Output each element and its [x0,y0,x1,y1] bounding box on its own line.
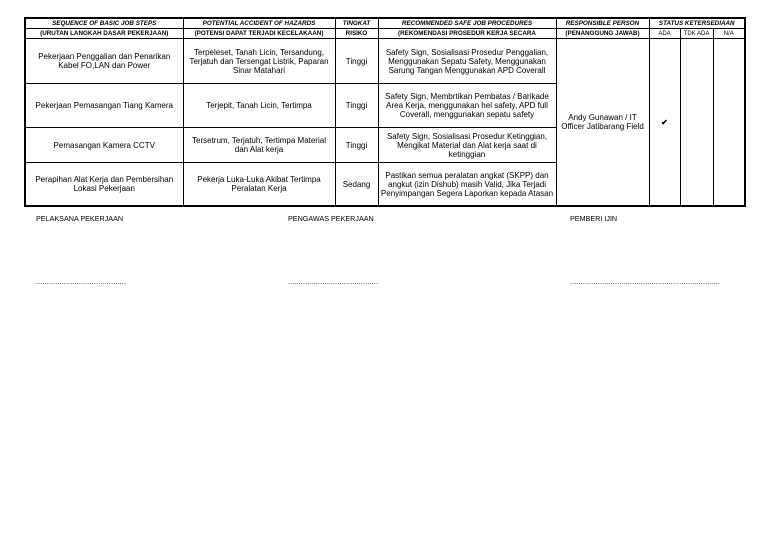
hazard-cell: Terpeleset, Tanah Licin, Tersandung, Terjatuh dan Tersengat Listrik, Paparan Sinar Matahari [183,39,335,84]
header-row [25,18,745,29]
header-responsible: RESPONSIBLE PERSON [556,18,649,29]
hazard-cell: Terjepit, Tanah Licin, Tertimpa [183,84,335,128]
signature-permit-line: ...................................................................... [570,279,721,286]
header-status: STATUS KETERSEDIAAN [649,18,745,29]
job-step: Pekerjaan Penggalian dan Penarikan Kabel FO,LAN dan Power [25,39,183,84]
safe-procedure: Safety Sign, Sosialisasi Prosedur Penggalian, Menggunakan Sepatu Safety, Menggunakan Sarung Tangan Menggunakan APD Coverall [378,39,556,84]
subheader-sequence: (URUTAN LANGKAH DASAR PEKERJAAN) [25,29,183,39]
job-step: Perapihan Alat Kerja dan Pembersihan Lokasi Pekerjaan [25,163,183,207]
risk-level: Tinggi [335,128,378,163]
subheader-row [25,29,745,39]
header-risk: TINGKAT [335,18,378,29]
header-sequence: SEQUENCE OF BASIC JOB STEPS [25,18,183,29]
header-procedure: RECOMMENDED SAFE JOB PROCEDURES [378,18,556,29]
status-tdk-ada-cell [680,39,713,207]
job-safety-table [24,17,746,207]
subheader-responsible: (PENANGGUNG JAWAB) [556,29,649,39]
check-icon: ✔ [649,39,680,207]
job-step: Pemasangan Kamera CCTV [25,128,183,163]
signature-executor-line: .......................................... [36,279,127,286]
jsa-document [24,17,744,207]
subheader-status-na: N/A [713,29,745,39]
safe-procedure: Safety Sign, Sosialisasi Prosedur Ketinggian, Mengikat Material dan Alat kerja saat di ketinggian [378,128,556,163]
status-na-cell [713,39,745,207]
subheader-hazard: (POTENSI DAPAT TERJADI KECELAKAAN) [183,29,335,39]
subheader-risk: RISIKO [335,29,378,39]
subheader-procedure: (REKOMENDASI PROSEDUR KERJA SECARA [378,29,556,39]
header-hazard: POTENTIAL ACCIDENT OF HAZARDS [183,18,335,29]
signature-executor-label: PELAKSANA PEKERJAAN [36,214,124,223]
table-row [25,39,745,84]
safe-procedure: Safety Sign, Membrtikan Pembatas / Barikade Area Kerja, menggunakan hel safety, APD full Coverall, menggunakan sepatu safety [378,84,556,128]
signature-permit-label: PEMBERI IJIN [570,214,618,223]
hazard-cell: Tersetrum, Terjatuh, Tertimpa Material dan Alat kerja [183,128,335,163]
risk-level: Tinggi [335,84,378,128]
responsible-person: Andy Gunawan / IT Officer Jatibarang Field [556,39,649,207]
subheader-status-ada: ADA [649,29,680,39]
subheader-status-tdk-ada: TDK ADA [680,29,713,39]
risk-level: Tinggi [335,39,378,84]
risk-level: Sedang [335,163,378,207]
signature-supervisor-label: PENGAWAS PEKERJAAN [288,214,374,223]
signature-supervisor-line: .......................................... [288,279,379,286]
hazard-cell: Pekerja Luka-Luka Akibat Tertimpa Peralatan Kerja [183,163,335,207]
job-step: Pekerjaan Pemasangan Tiang Kamera [25,84,183,128]
safe-procedure: Pastikan semua peralatan angkat (SKPP) dan angkut (izin Dishub) masih Valid, Jika Terjadi Penyimpangan Segera Laporkan kepada Atasan [378,163,556,207]
